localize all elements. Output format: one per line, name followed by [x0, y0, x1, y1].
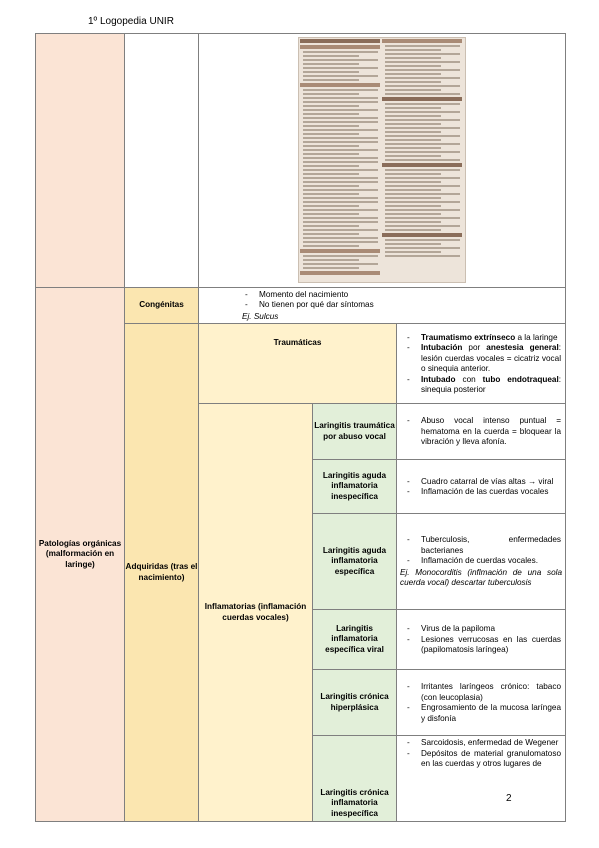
adquiridas-label: Adquiridas (tras el nacimiento) [125, 324, 199, 822]
congenitas-label: Congénitas [125, 287, 199, 324]
row-detail [397, 404, 566, 460]
row-example: Ej. Monocorditis (inflmación de una sola cuerda vocal) descartar tuberculosis [400, 567, 563, 588]
inflamatorias-label: Inflamatorias (inflamación cuerdas vocales) [199, 404, 313, 822]
row-detail [397, 736, 566, 822]
row-name: Laringitis aguda inflamatoria específica [313, 514, 397, 610]
list-item: - Inflamación de cuerdas vocales. [401, 556, 561, 567]
page-number: 2 [506, 793, 512, 804]
list-item: - Virus de la papiloma [401, 624, 561, 635]
row-name: Laringitis aguda inflamatoria inespecífica [313, 460, 397, 514]
outline-thumbnail-image [298, 37, 466, 283]
list-item: - Tuberculosis, enfermedades bacterianes [401, 535, 561, 556]
congenitas-row [36, 287, 566, 324]
thumbnail-row [36, 34, 566, 288]
row-name: Laringitis crónica hiperplásica [313, 670, 397, 736]
list-item: - Lesiones verrucosas en las cuerdas (papilomatosis laríngea) [401, 635, 561, 656]
thumbnail-row-left-cell [36, 34, 125, 288]
row-detail [397, 514, 566, 610]
thumbnail-cell [199, 34, 566, 288]
row-name: Laringitis traumática por abuso vocal [313, 404, 397, 460]
page-header: 1º Logopedia UNIR [88, 16, 174, 27]
list-item: - Irritantes laríngeos crónico: tabaco (con leucoplasia) [401, 682, 561, 703]
congenitas-example: Ej. Sulcus [242, 311, 279, 321]
pathology-table [35, 33, 566, 822]
traumaticas-label: Traumáticas [199, 324, 397, 404]
row-detail [397, 610, 566, 670]
list-item: - Intubado con tubo endotraqueal: sinequia posterior [401, 375, 561, 396]
list-item: - Traumatismo extrínseco a la laringe [401, 333, 561, 344]
category-cell: Patologías orgánicas (malformación en laringe) [36, 287, 125, 822]
list-item: - Engrosamiento de la mucosa laríngea y disfonía [401, 703, 561, 724]
row-name: Laringitis crónica inflamatoria inespecífica [313, 736, 397, 822]
row-name: Laringitis inflamatoria específica viral [313, 610, 397, 670]
list-item: - Abuso vocal intenso puntual = hematoma en la cuerda = bloquear la vibración y lleva afonía. [401, 416, 561, 448]
list-item: - No tienen por qué dar síntomas [239, 300, 561, 311]
row-detail [397, 460, 566, 514]
list-item: - Cuadro catarral de vías altas → viral [401, 477, 561, 488]
list-item: - Momento del nacimiento [239, 290, 561, 301]
list-item: - Sarcoidosis, enfermedad de Wegener [401, 738, 561, 749]
congenitas-detail [199, 287, 566, 324]
list-item: - Inflamación de las cuerdas vocales [401, 487, 561, 498]
row-detail [397, 670, 566, 736]
thumbnail-row-mid-cell [125, 34, 199, 288]
list-item: - Depósitos de material granulomatoso en las cuerdas y otros lugares de [401, 749, 561, 770]
list-item: - Intubación por anestesia general: lesión cuerdas vocales = cicatriz vocal o sinequia anterior. [401, 343, 561, 375]
traumaticas-detail [397, 324, 566, 404]
